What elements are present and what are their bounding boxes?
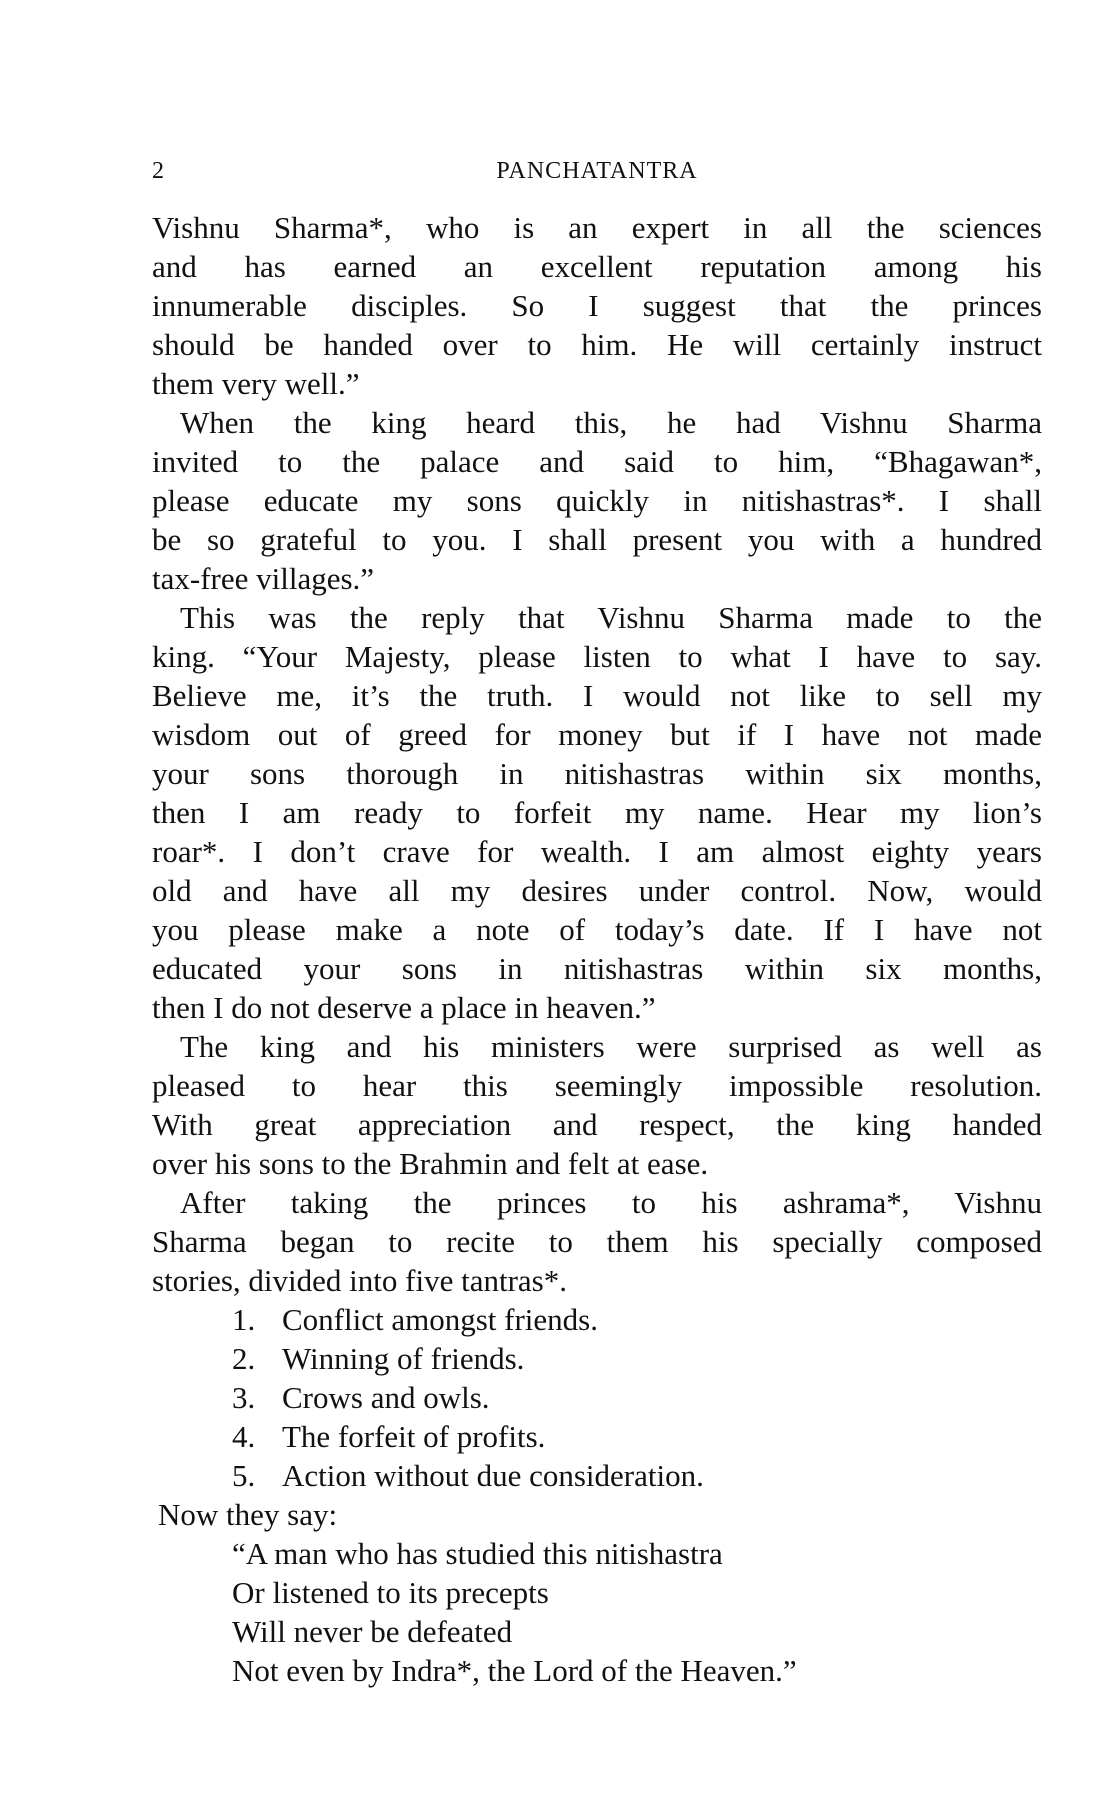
list-item: [152, 1417, 1042, 1456]
list-item: [152, 1300, 1042, 1339]
list-text: Winning of friends.: [282, 1341, 525, 1376]
text-line: should be handed over to him. He will certainly instruct: [152, 327, 1042, 362]
text-line: then I am ready to forfeit my name. Hear my lion’s: [152, 795, 1042, 830]
list-text: Action without due consideration.: [282, 1458, 704, 1493]
list-item: [152, 1456, 1042, 1495]
now-they-say: Now they say:: [158, 1497, 338, 1532]
list-number: 1.: [232, 1302, 256, 1337]
list-text: Conflict amongst friends.: [282, 1302, 598, 1337]
page-body: [152, 208, 1042, 1690]
paragraph: [152, 208, 1042, 403]
list-number: 3.: [232, 1380, 256, 1415]
list-number: 4.: [232, 1419, 256, 1454]
text-line: wisdom out of greed for money but if I have not made: [152, 717, 1042, 752]
verse-line: Will never be defeated: [232, 1614, 513, 1649]
text-line: After taking the princes to his ashrama*, Vishnu: [180, 1185, 1042, 1220]
verse-line: Or listened to its precepts: [232, 1575, 549, 1610]
text-line: you please make a note of today’s date. If I have not: [152, 912, 1042, 947]
paragraph: [152, 1027, 1042, 1183]
verse-line: Not even by Indra*, the Lord of the Heaven.”: [232, 1653, 797, 1688]
list-text: Crows and owls.: [282, 1380, 490, 1415]
text-line: old and have all my desires under control. Now, would: [152, 873, 1042, 908]
text-line: The king and his ministers were surprised as well as: [180, 1029, 1042, 1064]
page-header: [152, 158, 1042, 194]
text-line: your sons thorough in nitishastras within six months,: [152, 756, 1042, 791]
text-line: tax-free villages.”: [152, 561, 375, 596]
text-line: When the king heard this, he had Vishnu Sharma: [180, 405, 1042, 440]
text-line: invited to the palace and said to him, “Bhagawan*,: [152, 444, 1042, 479]
text-line: Vishnu Sharma*, who is an expert in all the sciences: [152, 210, 1042, 245]
text-line: This was the reply that Vishnu Sharma made to the: [180, 600, 1042, 635]
verse: [152, 1534, 1042, 1690]
paragraph: [152, 598, 1042, 1027]
text-line: them very well.”: [152, 366, 360, 401]
list-text: The forfeit of profits.: [282, 1419, 546, 1454]
paragraph: [152, 403, 1042, 598]
list-number: 2.: [232, 1341, 256, 1376]
list-number: 5.: [232, 1458, 256, 1493]
text-line: stories, divided into five tantras*.: [152, 1263, 567, 1298]
text-line: innumerable disciples. So I suggest that the princes: [152, 288, 1042, 323]
text-line: Sharma began to recite to them his specially composed: [152, 1224, 1042, 1259]
verse-line: “A man who has studied this nitishastra: [232, 1536, 723, 1571]
text-line: king. “Your Majesty, please listen to what I have to say.: [152, 639, 1042, 674]
text-line: please educate my sons quickly in nitishastras*. I shall: [152, 483, 1042, 518]
text-line: then I do not deserve a place in heaven.”: [152, 990, 656, 1025]
text-line: over his sons to the Brahmin and felt at ease.: [152, 1146, 709, 1181]
text-line: be so grateful to you. I shall present you with a hundred: [152, 522, 1042, 557]
text-line: educated your sons in nitishastras within six months,: [152, 951, 1042, 986]
list-item: [152, 1339, 1042, 1378]
list-item: [152, 1378, 1042, 1417]
text-line: pleased to hear this seemingly impossible resolution.: [152, 1068, 1042, 1103]
text-line: roar*. I don’t crave for wealth. I am almost eighty years: [152, 834, 1042, 869]
running-title: PANCHATANTRA: [496, 158, 698, 184]
text-line: and has earned an excellent reputation among his: [152, 249, 1042, 284]
page-number: 2: [152, 158, 164, 184]
text-line: Believe me, it’s the truth. I would not like to sell my: [152, 678, 1042, 713]
text-line: With great appreciation and respect, the king handed: [152, 1107, 1042, 1142]
paragraph: [152, 1183, 1042, 1300]
numbered-list: [152, 1300, 1042, 1495]
